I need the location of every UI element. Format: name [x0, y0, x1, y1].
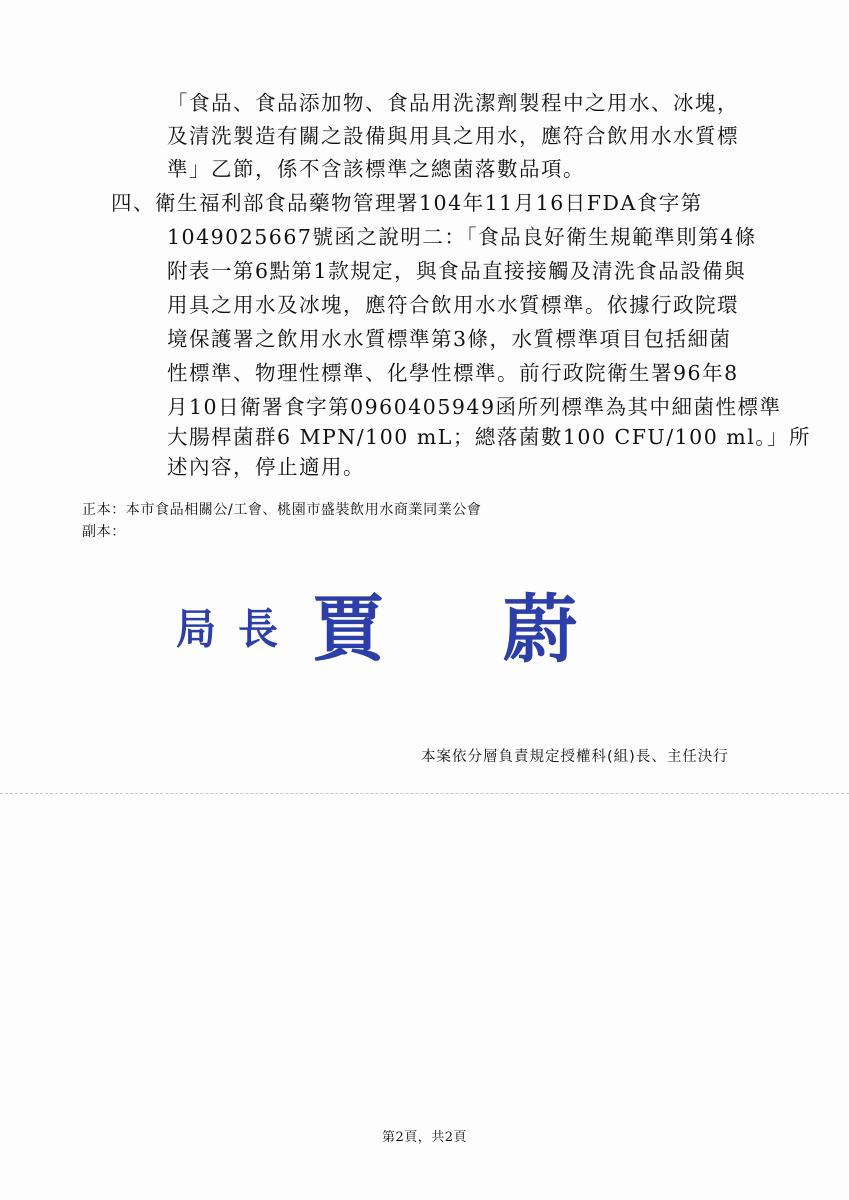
continuation-line-3: 準」乙節，係不含該標準之總菌落數品項。 — [167, 157, 585, 181]
continuation-line-2: 及清洗製造有關之設備與用具之用水，應符合飲用水水質標 — [167, 124, 739, 148]
distribution-original: 正本：本市食品相關公/工會、桃園市盛裝飲用水商業同業公會 — [82, 502, 482, 518]
director-surname-stamp: 賈 — [312, 586, 385, 671]
continuation-line-1: 「食品、食品添加物、食品用洗潔劑製程中之用水、冰塊， — [167, 91, 739, 115]
item-four-line-1: 1049025667號函之說明二：「食品良好衛生規範準則第4條 — [167, 225, 757, 249]
page-indicator: 第2頁，共2頁 — [381, 1130, 468, 1145]
item-four-lead-line: 四、衛生福利部食品藥物管理署104年11月16日FDA食字第 — [111, 191, 703, 215]
director-name-stamp: 蔚 — [503, 587, 577, 673]
item-four-line-2: 附表一第6點第1款規定，與食品直接接觸及清洗食品設備與 — [167, 259, 747, 283]
item-four-line-8: 述內容，停止適用。 — [167, 455, 365, 479]
director-title-stamp: 局長 — [176, 604, 300, 655]
item-four-line-5: 性標準、物理性標準、化學性標準。前行政院衛生署96年8 — [167, 361, 739, 385]
authorization-note: 本案依分層負責規定授權科(組)長、主任決行 — [421, 749, 729, 765]
scan-fold-line — [0, 793, 849, 794]
distribution-copy: 副本： — [82, 524, 126, 540]
item-four-line-3: 用具之用水及冰塊，應符合飲用水水質標準。依據行政院環 — [167, 293, 739, 317]
item-four-line-6: 月10日衛署食字第0960405949函所列標準為其中細菌性標準 — [167, 395, 782, 419]
item-four-line-4: 境保護署之飲用水水質標準第3條，水質標準項目包括細菌 — [167, 327, 732, 351]
item-four-line-7: 大腸桿菌群6 MPN/100 mL；總落菌數100 CFU/100 ml。」所 — [167, 425, 812, 449]
